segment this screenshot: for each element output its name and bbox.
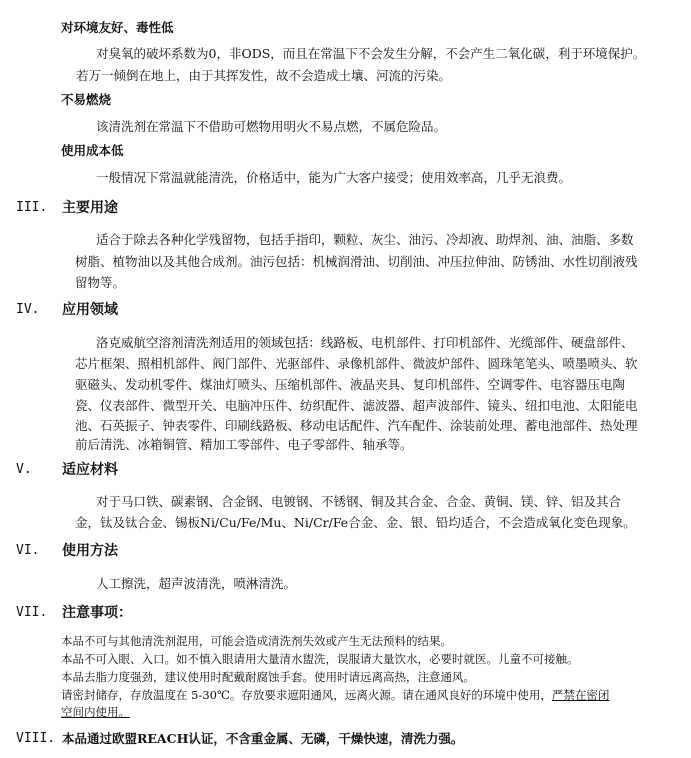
section-7-title: 注意事项： [62, 605, 132, 621]
section-4-line-5: 池、石英振子、钟表零件、印刷线路板、移动电话配件、汽车配件、涂装前处理、蓄电池部件、热处理 [75, 418, 638, 433]
section-3-line-2: 树脂、植物油以及其他合成剂。油污包括：机械润滑油、切削油、冲压拉伸油、防锈油、水性切削液残 [75, 254, 638, 269]
section-7-line-1: 本品不可与其他清洗剂混用，可能会造成清洗剂失效或产生无法预料的结果。 [61, 634, 452, 648]
section-5-title: 适应材料 [62, 462, 118, 478]
fire-paragraph-line: 该清洗剂在常温下不借助可燃物用明火不易点燃，不属危险品。 [96, 119, 447, 134]
env-paragraph-line-2: 若万一倾倒在地上，由于其挥发性，故不会造成土壤、河流的污染。 [76, 68, 452, 83]
heading-non-flammable: 不易燃烧 [61, 92, 112, 107]
section-3-number: III. [16, 200, 48, 215]
section-4-line-6: 前后清洗、冰箱铜管、精加工零部件、电子零部件、轴承等。 [75, 437, 413, 452]
section-7-line-5: 空间内使用。 [61, 705, 130, 719]
section-3-title: 主要用途 [62, 200, 118, 216]
section-4-title: 应用领域 [62, 302, 118, 318]
section-6-title: 使用方法 [62, 543, 118, 559]
section-3-line-1: 适合于除去各种化学残留物，包括手指印，颗粒、灰尘、油污、冷却液、助焊剂、油、油脂、多数 [96, 232, 634, 247]
section-5-number: V. [16, 462, 32, 477]
section-4-line-3: 驱磁头、发动机零件、煤油灯喷头、压缩机部件、液晶夹具、复印机部件、空调零件、电容器压电陶 [75, 377, 626, 392]
section-3-line-3: 留物等。 [75, 275, 126, 290]
env-paragraph-line-1: 对臭氧的破坏系数为0，非ODS，而且在常温下不会发生分解，不会产生二氧化碳，利于环境保护。 [96, 46, 646, 61]
section-7-line-2: 本品不可入眼、入口。如不慎入眼请用大量清水盥洗，误服请大量饮水，必要时就医。儿童不可接触。 [61, 652, 579, 666]
heading-environment-friendly: 对环境友好、毒性低 [61, 20, 174, 35]
section-4-line-4: 瓷、仪表部件、微型开关、电脑冲压件、纺织配件、滤波器、超声波部件、镜头、纽扣电池、太阳能电 [75, 398, 638, 413]
section-6-number: VI. [16, 543, 40, 558]
section-4-line-2: 芯片框架、照相机部件、阀门部件、光驱部件、录像机部件、微波炉部件、圆珠笔笔头、喷墨喷头、软 [75, 356, 638, 371]
section-7-line-4-text: 请密封储存，存放温度在 5-30℃。存放要求遮阳通风，远离火源。请在通风良好的环境中使用， [61, 688, 552, 702]
section-4-number: IV. [16, 302, 40, 317]
section-5-line-1: 对于马口铁、碳素钢、合金钢、电镀钢、不锈钢、铜及其合金、合金、黄铜、镁、锌、铝及其合 [96, 494, 622, 509]
section-7-line-4 [61, 688, 609, 703]
section-8-statement: 本品通过欧盟REACH认证，不含重金属、无磷，干燥快速，清洗力强。 [62, 731, 464, 746]
section-5-line-2: 金，钛及钛合金、锡板Ni/Cu/Fe/Mu、Ni/Cr/Fe合金、金、银、铅均适合，不会造成氧化变色现象。 [75, 515, 636, 530]
section-8-number: VIII. [16, 731, 56, 746]
section-6-line-1: 人工擦洗，超声波清洗，喷淋清洗。 [96, 576, 297, 591]
section-4-line-1: 洛克威航空溶剂清洗剂适用的领域包括：线路板、电机部件、打印机部件、光缆部件、硬盘部件、 [96, 335, 634, 350]
section-7-line-3: 本品去脂力度强劲，建议使用时配戴耐腐蚀手套。使用时请远离高热，注意通风。 [61, 670, 475, 684]
cost-paragraph-line: 一般情况下常温就能清洗，价格适中，能为广大客户接受；使用效率高，几乎无浪费。 [96, 170, 572, 185]
section-7-line-4-underlined: 严禁在密闭 [551, 688, 610, 702]
heading-low-cost: 使用成本低 [61, 143, 124, 158]
section-7-number: VII. [16, 605, 48, 620]
